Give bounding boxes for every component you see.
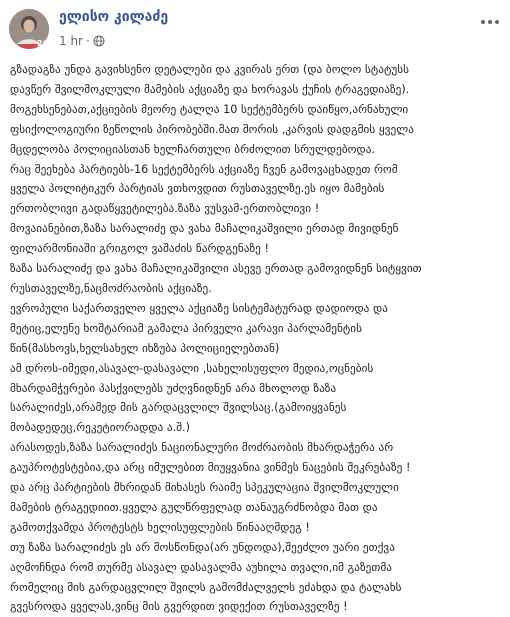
post-text-line: მოგეხსენებათ,აქციების მეორე ტალღა 10 სექტემბერს დაიწყო,არნახული (10, 102, 409, 116)
post-text-line: და არც პარტიების მხრიდან მიხასეს რაიმე სპეკულაცია შვილმოკლული (10, 481, 399, 495)
post-text-line: ერთობლივი გადაწყვეტილება.ზაზა ვუსვამ-ერთობლივი ! (10, 202, 320, 216)
post-text-line: რუსთაველზე,ნაცმოძრაობის აქციაზე. (10, 281, 212, 295)
post-text-line: ფილარმონიაში გრიგოლ ვაშაძის წარდგენაზე ! (10, 242, 270, 256)
post-text-line: მოვაიანებით,ზაზა სარალიძე და ვახა მაჩალიკაშვილი ერთად მივიდნენ (10, 222, 399, 236)
post-text-line: თუ ზაზა სარალიძეს ეს არ მოსწონდა(არ უნდოდა),შეეძლო უარი ეთქვა (10, 540, 395, 554)
avatar-badge: 26 (37, 39, 49, 48)
post-text-line: სარალიძეს,არამედ მის გარდაცვლილ შვილსაც.(გამოიყვანეს (10, 401, 347, 415)
author-name[interactable]: ელისო კილაძე (59, 9, 169, 25)
post-text-line: მხარდამჭერები პასქვილებს უძღვნიდნენ არა მხოლოდ ზაზა (10, 381, 337, 395)
post-header (0, 0, 510, 56)
post-text-line: ზაზა სარალიძე და ვახა მაჩალიკაშვილი ასევე ერთად გამოვიდნენ სიტყვით (10, 262, 422, 276)
post-text-line: აღმოჩნდა რომ თურმე ასავალ დასავალმა აუხილა თვალი,იმ გაზეთმა (10, 560, 392, 574)
post-text-line: ამ დროს-იმედი,ასავალ-დასავალი ,სახელისუფლო მედია,ოცნების (10, 361, 374, 375)
post-text-line: არასოდეს,ზაზა სარალიძეს ნაციონალური მოძრაობის მხარდაჭერა არ (10, 441, 394, 455)
post-text-line: დავწერ შვილმოკლული მამების აქციაზე და ხორავას ქუჩის ტრაგედიაზე). (10, 82, 410, 96)
globe-icon[interactable] (93, 35, 105, 47)
post-text-line: გზადაგზა უნდა გავიხსენო დეტალები და კვირას ერთ (და ბოლო სტატუსს (10, 63, 410, 76)
post-meta: 1 hr · (59, 33, 105, 49)
post-text-line: ევროპული საქართველო ყველა აქციაზე სისტემატურად დადიოდა და (10, 301, 388, 315)
post-timestamp[interactable]: 1 hr (59, 34, 83, 48)
avatar-image (9, 9, 49, 49)
post-text-line: ყველა პოლიტიკურ პარტიას ვთხოვდით რუსთაველზე.ეს იყო მამების (10, 182, 385, 196)
post-text-line: მცდელობა პოლიციასთან ხელჩართული ბრძოლით სრულდებოდა. (10, 142, 376, 156)
post-text-line: რომელიც მის გარდაცვლილ შვილს გამომძალველს ეძახდა და ტალახს (10, 580, 402, 594)
avatar[interactable] (9, 9, 49, 49)
post-text-line: გვესროდა ყველას,ვინც მის გვერდით ვიდექით რუსთაველზე ! (10, 600, 348, 614)
post-text-line: გაუპროტესტებია,და არც იმულებით მიუყვანია ვინმეს ნაცების შეკრებაზე ! (10, 461, 411, 475)
post-text-line: მეტიც,ელენე ხოშტარიამ გამალა პირველი კარავი პარლამენტის (10, 321, 363, 335)
post-text (10, 60, 502, 617)
post-text-line: რაც შეეხება პარტიებს-16 სექტემბერს აქციაზე ჩვენ გამოვაცხადეთ რომ (10, 162, 398, 176)
post-text-line: წინ(მასხოვს,ხელსახელ იხზუბა პოლიციელებთან) (10, 341, 280, 355)
post-text-line: მობადედეც,რეკეტიორადდა ა.შ.) (10, 421, 191, 435)
post-text-line: მამების ტრაგედიით.ყველა გულწრფელად თანაუგრძნობდა მათ და (10, 500, 378, 514)
post-text-line: ფსიქოლოგიური ზეწოლის პირობებში.მათ შორის ,კარვის დადგმის ყველა (10, 122, 414, 136)
more-options-icon[interactable] (478, 12, 502, 32)
post-text-line: გამოთქვამდა პროტესტს ხელისუფლების წინააღმდეგ ! (10, 520, 310, 534)
